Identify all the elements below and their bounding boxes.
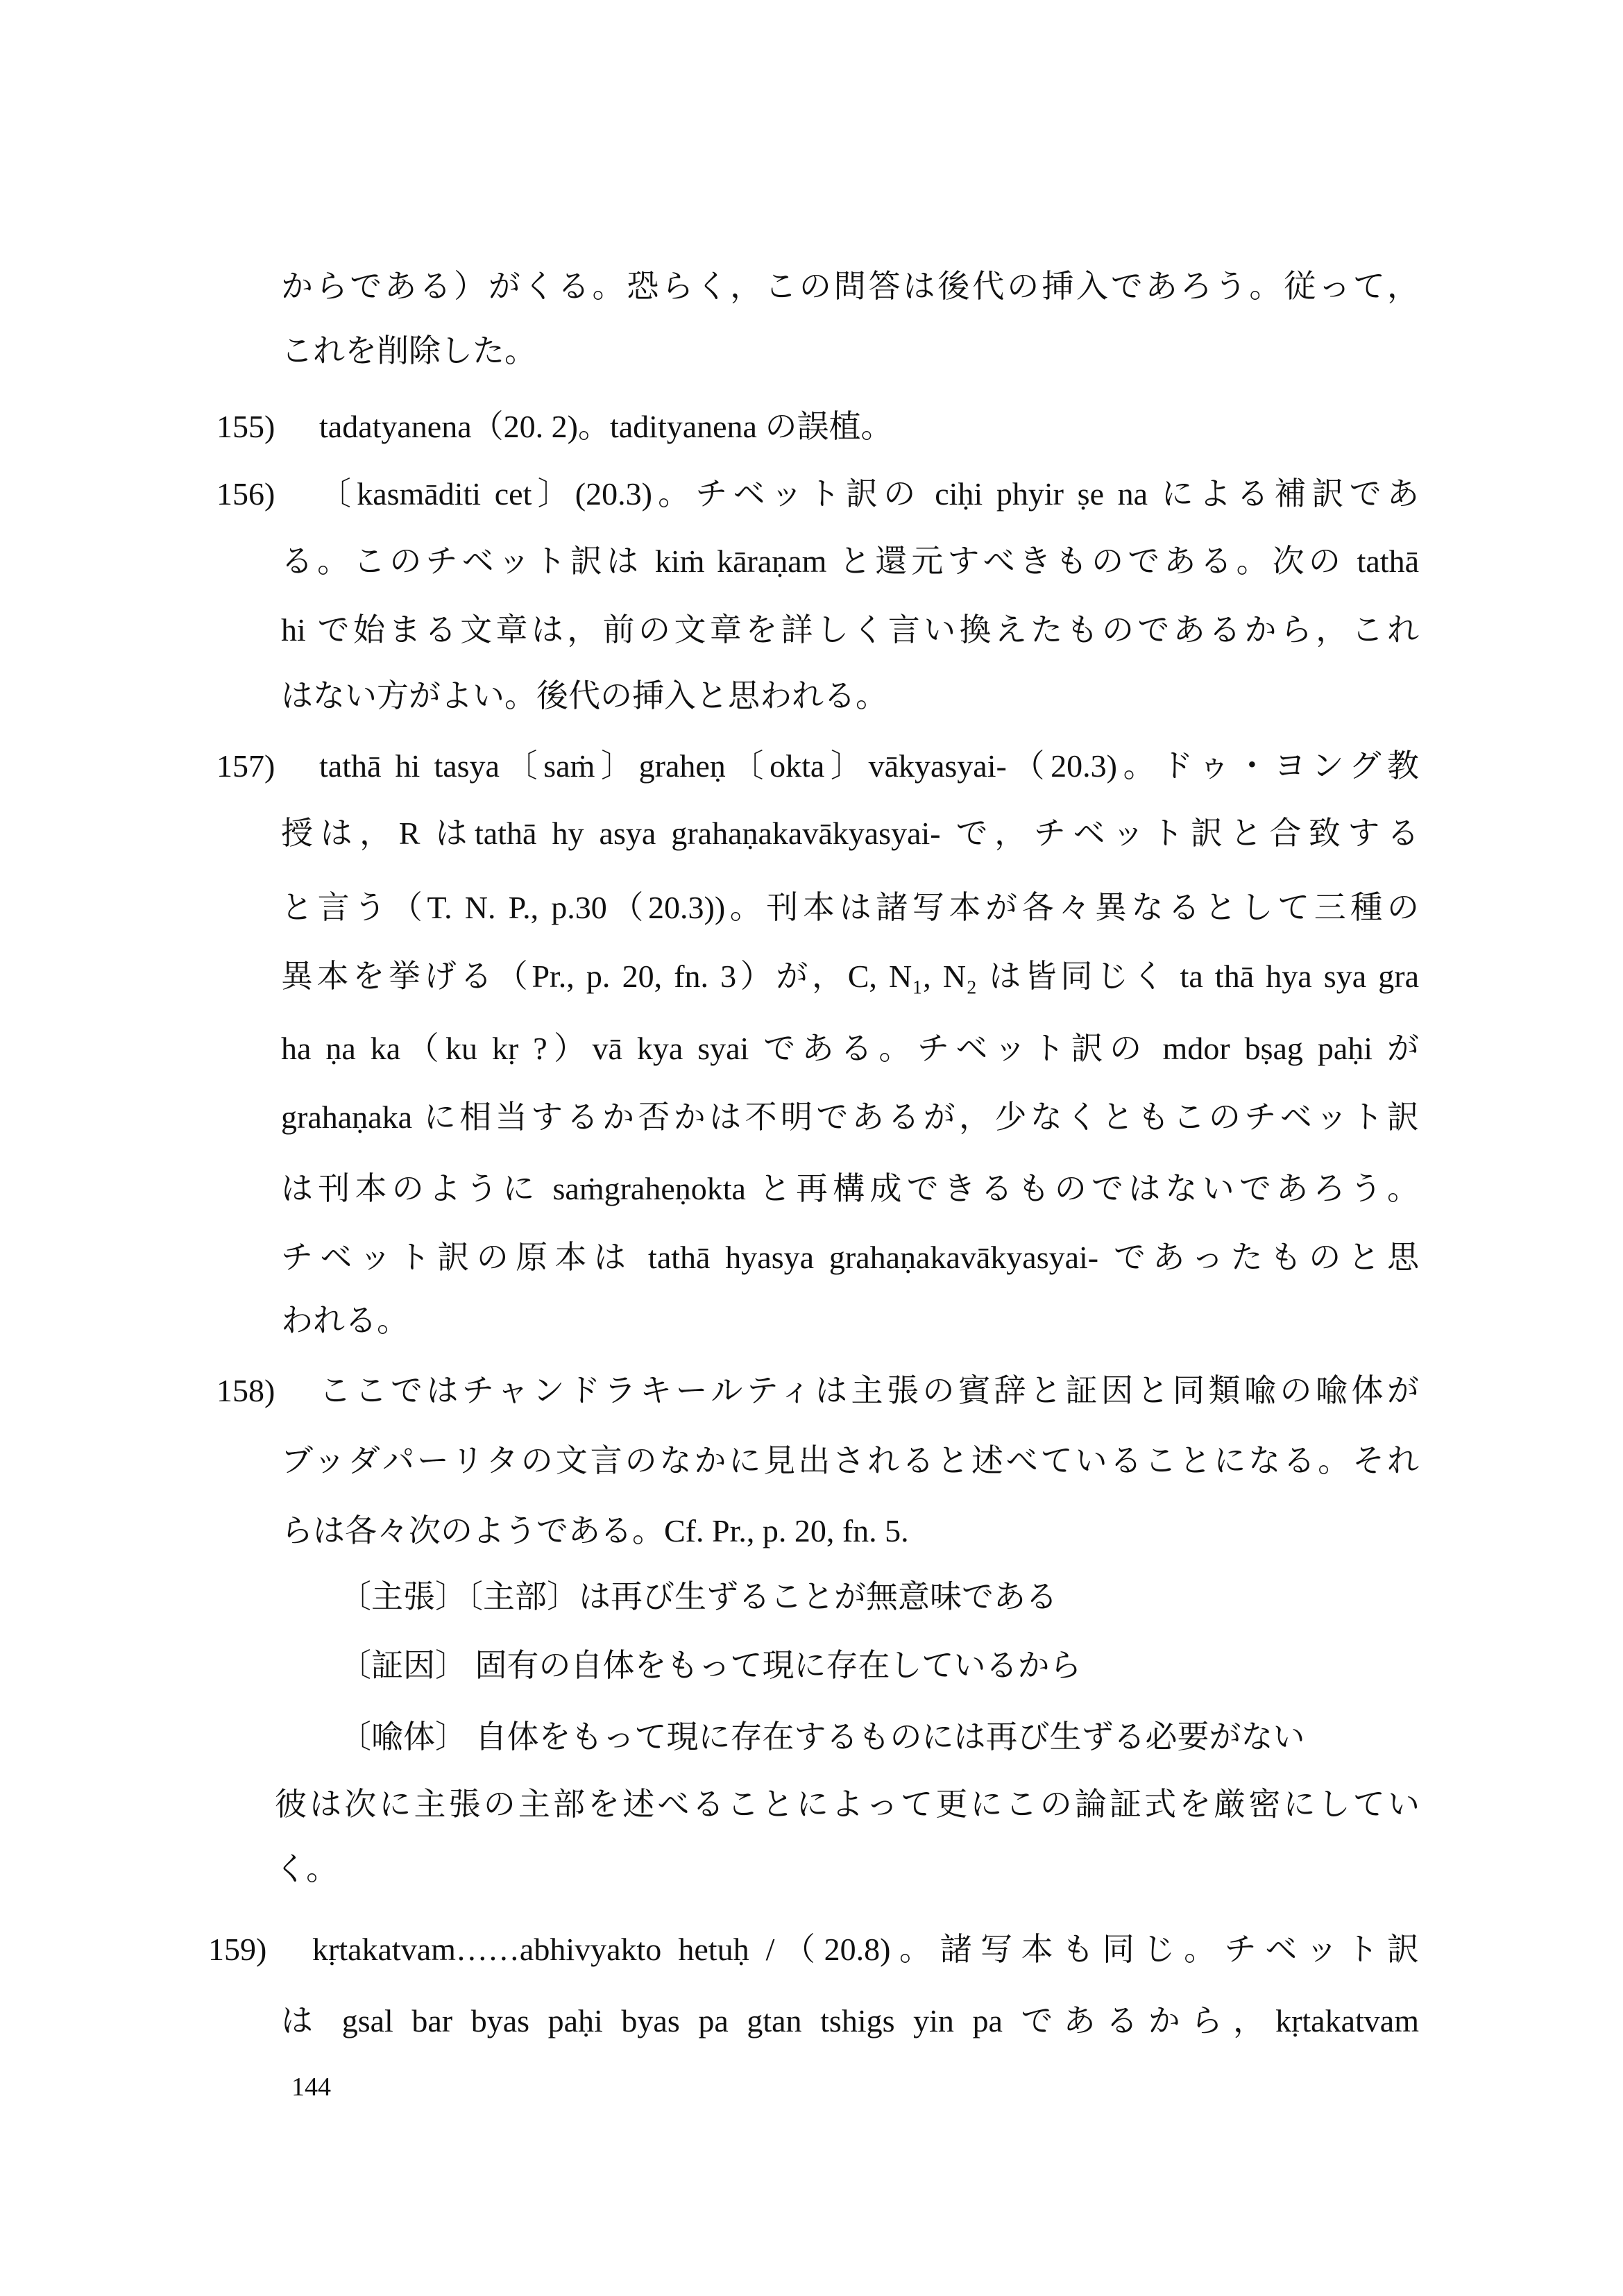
text-line: 〔kasmāditi cet〕(20.3)。チベット訳の ciḥi phyir ṣe na による補訳であ	[319, 476, 1419, 512]
text-line: る。このチベット訳は kiṁ kāraṇam と還元すべきものである。次の tathā	[281, 543, 1419, 579]
text-line: 授は，R はtathā hy asya grahaṇakavākyasyai- で，チベット訳と合致する	[281, 816, 1419, 851]
text-line: tathā hi tasya〔saṁ〕graheṇ〔okta〕vākyasyai-（20.3)。ドゥ・ヨング教	[319, 748, 1419, 784]
text-line: われる。	[281, 1303, 409, 1338]
text-line: と言う（T. N. P., p.30（20.3))。刊本は諸写本が各々異なるとして三種の	[281, 890, 1419, 925]
text-line: 彼は次に主張の主部を述べることによって更にこの論証式を厳密にしてい	[275, 1787, 1420, 1822]
text-line: く。	[275, 1851, 339, 1886]
text-line: らは各々次のようである。Cf. Pr., p. 20, fn. 5.	[281, 1513, 909, 1548]
text-line: からである）がくる。恐らく，この問答は後代の挿入であろう。従って，	[281, 269, 1419, 304]
note-number: 156)	[216, 476, 275, 512]
text-line: これを削除した。	[281, 333, 536, 369]
text-line: 異本を挙げる（Pr., p. 20, fn. 3）が，C, N₁, N₂ は皆同じく ta thā hya sya gra	[281, 959, 1419, 994]
text-line: は gsal bar byas paḥi byas pa gtan tshigs yin pa であるから，kṛtakatvam	[281, 2003, 1419, 2038]
text-line: hi で始まる文章は，前の文章を詳しく言い換えたものであるから，これ	[281, 612, 1419, 648]
text-line: はない方がよい。後代の挿入と思われる。	[281, 678, 887, 714]
note-number: 155)	[216, 409, 275, 444]
page-number: 144	[291, 2073, 331, 2102]
note-number: 159)	[208, 1932, 267, 1967]
text-line: チベット訳の原本は tathā hyasya grahaṇakavākyasyai- であったものと思	[281, 1240, 1419, 1275]
text-line-indented: 〔主張〕〔主部〕は再び生ずることが無意味である	[339, 1579, 1057, 1614]
text-line: ここではチャンドラキールティは主張の賓辞と証因と同類喩の喩体が	[319, 1373, 1419, 1408]
note-number: 158)	[216, 1373, 275, 1408]
text-line: grahaṇaka に相当するか否かは不明であるが，少なくともこのチベット訳	[281, 1099, 1419, 1135]
text-line: ha ṇa ka（ku kṛ ?）vā kya syai である。チベット訳の mdor bṣag paḥi が	[281, 1031, 1419, 1066]
text-line-indented: 〔証因〕 固有の自体をもって現に存在しているから	[339, 1648, 1082, 1683]
text-line: kṛtakatvam……abhivyakto hetuḥ /（20.8)。諸写本も同じ。チベット訳	[312, 1932, 1419, 1967]
text-line-indented: 〔喩体〕 自体をもって現に存在するものには再び生ずる必要がない	[339, 1719, 1305, 1755]
note-number: 157)	[216, 748, 275, 784]
text-line: tadatyanena（20. 2)。tadityanena の誤植。	[319, 409, 893, 444]
text-line: は刊本のように saṁgraheṇokta と再構成できるものではないであろう。	[281, 1171, 1419, 1206]
text-line: ブッダパーリタの文言のなかに見出されると述べていることになる。それ	[281, 1443, 1419, 1478]
